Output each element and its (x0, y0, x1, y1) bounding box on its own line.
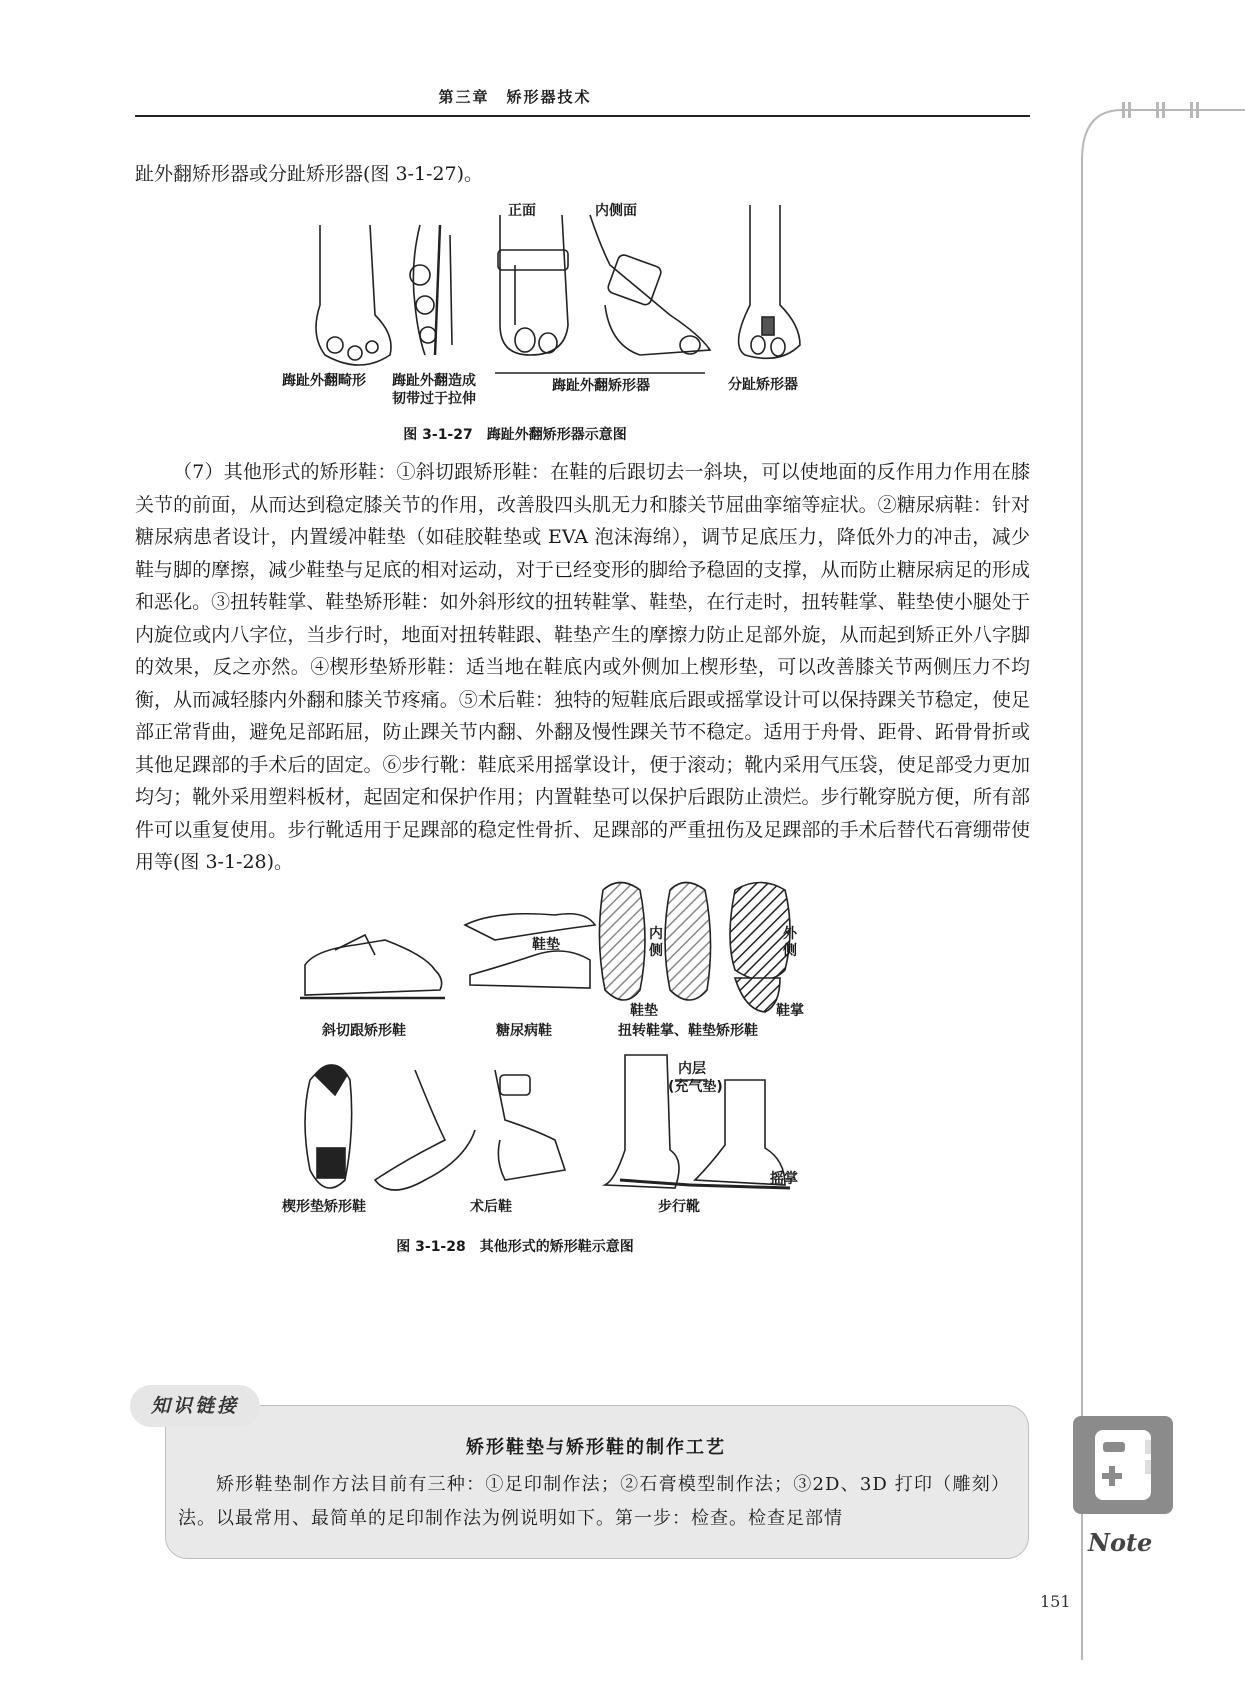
label-sole-pad: 鞋掌 (776, 1003, 804, 1019)
page-number: 151 (1040, 1592, 1071, 1611)
label-medial: 内侧面 (595, 203, 637, 219)
label-inner-layer-1: 内层 (678, 1061, 706, 1077)
label-walker: 步行靴 (658, 1199, 700, 1215)
label-separator: 分趾矫形器 (728, 377, 798, 393)
label-bevel-heel: 斜切跟矫形鞋 (322, 1023, 406, 1039)
note-label: Note (1088, 1528, 1153, 1557)
label-ligament-2: 韧带过于拉伸 (392, 391, 476, 407)
label-twist: 扭转鞋掌、鞋垫矫形鞋 (618, 1023, 758, 1039)
label-inner-side: 内侧 (649, 926, 663, 959)
knowledge-link-body: 矫形鞋垫制作方法目前有三种：①足印制作法；②石膏模型制作法；③2D、3D 打印（雕刻）法。以最常用、最简单的足印制作法为例说明如下。第一步：检查。检查足部情 (178, 1474, 1010, 1529)
label-rocker: 摇掌 (770, 1171, 798, 1187)
label-deformity: 踇趾外翻畸形 (282, 373, 366, 389)
note-icon (1073, 1416, 1173, 1514)
knowledge-link-tag: 知识链接 (130, 1385, 260, 1427)
label-orthosis: 踇趾外翻矫形器 (552, 378, 650, 394)
intro-line: 趾外翻矫形器或分趾矫形器(图 3-1-27)。 (135, 163, 484, 185)
label-wedge: 楔形垫矫形鞋 (282, 1199, 366, 1215)
label-postop: 术后鞋 (470, 1199, 512, 1215)
knowledge-link-title: 矫形鞋垫与矫形鞋的制作工艺 (466, 1437, 726, 1458)
orthopedic-shoes-figure (295, 880, 815, 1220)
main-paragraph: （7）其他形式的矫形鞋：①斜切跟矫形鞋：在鞋的后跟切去一斜块，可以使地面的反作用力作用在膝关节的前面，从而达到稳定膝关节的作用，改善股四头肌无力和膝关节屈曲挛缩等症状。②糖尿病鞋：针对糖尿病患者设计，内置缓冲鞋垫（如硅胶鞋垫或 EVA 泡沫海绵），调节足底压力，降低外力的冲击，减少鞋与脚的摩擦，减少鞋垫与足底的相对运动，对于已经变形的脚给予稳固的支撑，从而防止糖尿病足的形成和恶化。③扭转鞋掌、鞋垫矫形鞋：如外斜形纹的扭转鞋掌、鞋垫，在行走时，扭转鞋掌、鞋垫使小腿处于内旋位或内八字位，当步行时，地面对扭转鞋跟、鞋垫产生的摩擦力防止足部外旋，从而起到矫正外八字脚的效果，反之亦然。④楔形垫矫形鞋：适当地在鞋底内或外侧加上楔形垫，可以改善膝关节两侧压力不均衡，从而减轻膝内外翻和膝关节疼痛。⑤术后鞋：独特的短鞋底后跟或摇掌设计可以保持踝关节稳定，使足部正常背曲，避免足部跖屈，防止踝关节内翻、外翻及慢性踝关节不稳定。适用于舟骨、距骨、跖骨骨折或其他足踝部的手术后的固定。⑥步行靴：鞋底采用摇掌设计，便于滚动；靴内采用气压袋，使足部受力更加均匀；靴外采用塑料板材，起固定和保护作用；内置鞋垫可以保护后跟防止溃烂。步行靴穿脱方便，所有部件可以重复使用。步行靴适用于足踝部的稳定性骨折、足踝部的严重扭伤及足踝部的手术后替代石膏绷带使用等(图 3-1-28)。 (135, 461, 1030, 873)
header-rule (135, 115, 1030, 117)
label-outer-side: 外侧 (783, 926, 797, 959)
figure2-caption: 图 3-1-28 其他形式的矫形鞋示意图 (396, 1239, 634, 1255)
label-insole: 鞋垫 (532, 937, 560, 953)
label-front: 正面 (508, 203, 536, 219)
label-ligament-1: 踇趾外翻造成 (392, 373, 476, 389)
label-diabetic: 糖尿病鞋 (496, 1023, 552, 1039)
label-inner-layer-2: (充气垫) (668, 1079, 723, 1095)
label-insole-bottom: 鞋垫 (630, 1003, 658, 1019)
chapter-header: 第三章 矫形器技术 (438, 88, 592, 106)
figure1-caption: 图 3-1-27 踇趾外翻矫形器示意图 (403, 427, 627, 443)
